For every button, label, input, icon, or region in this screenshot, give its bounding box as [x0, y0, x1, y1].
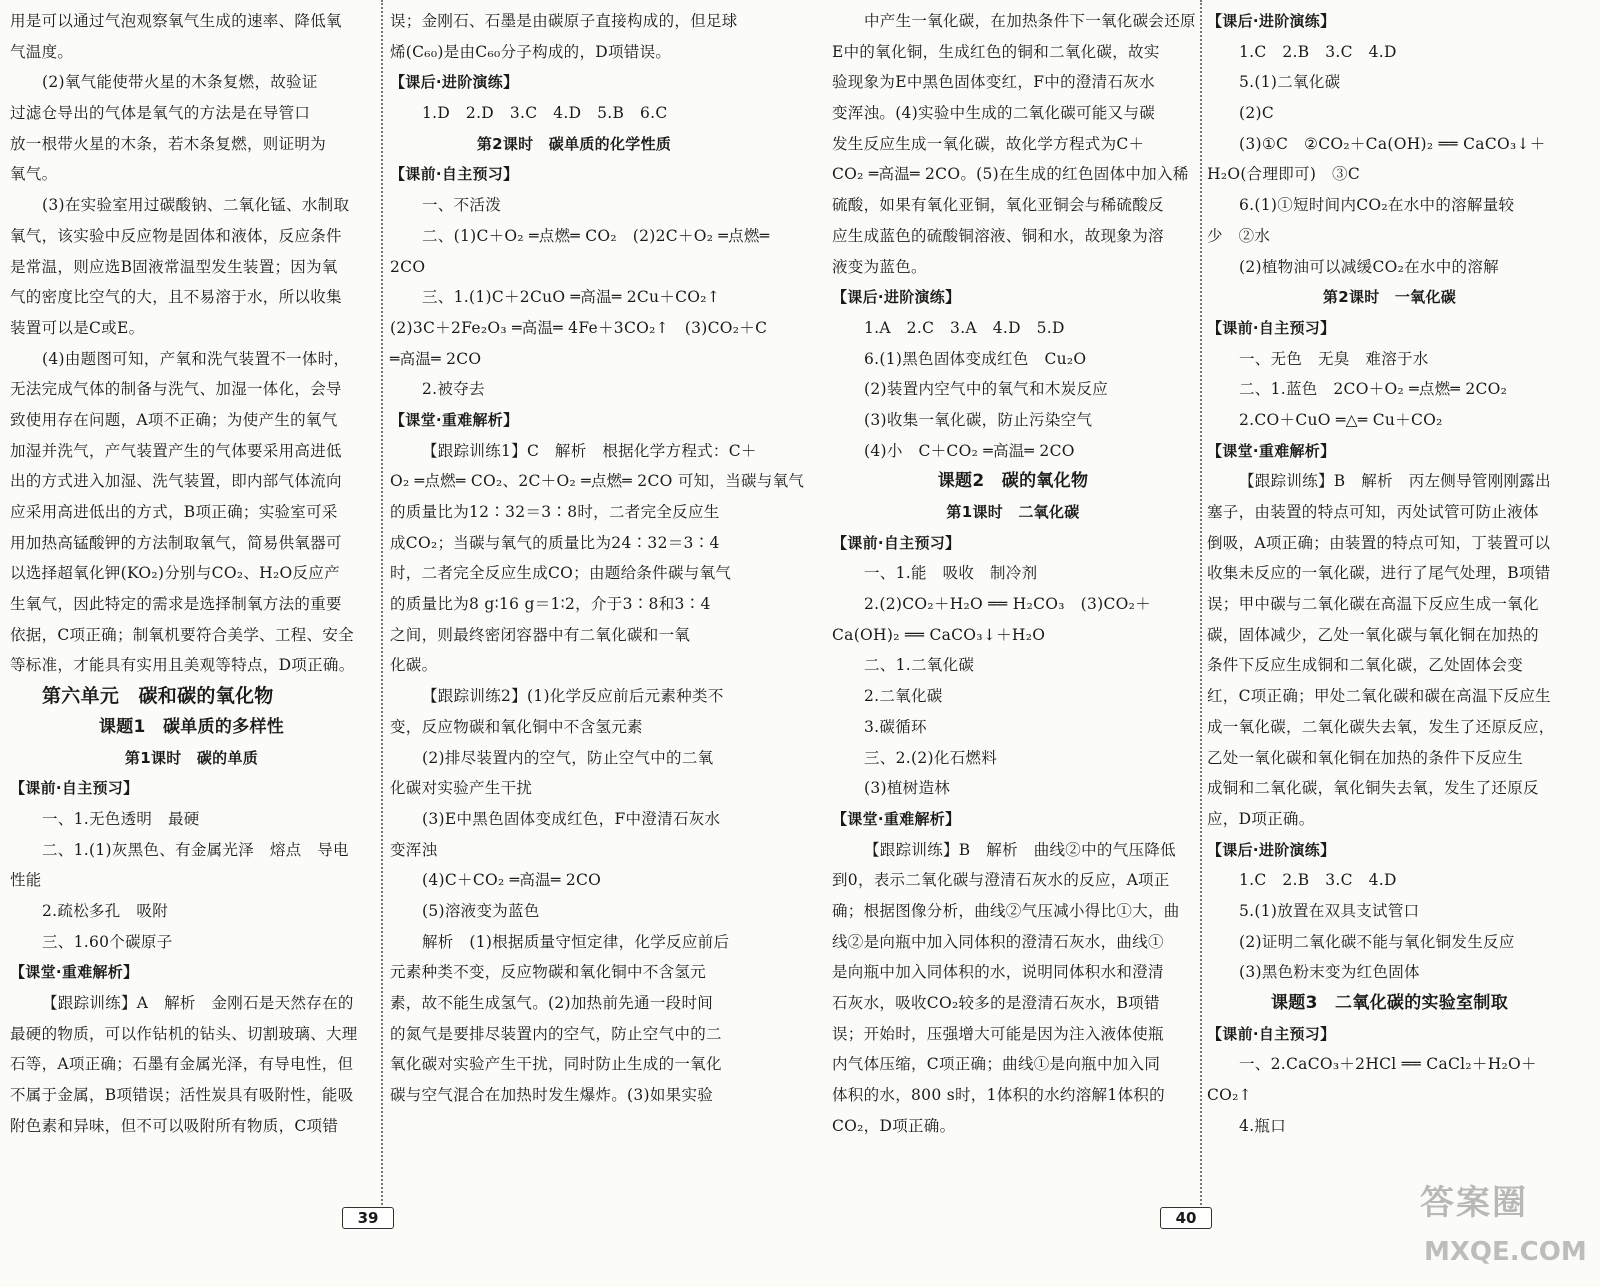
text-line: 用是可以通过气泡观察氧气生成的速率、降低氧: [10, 12, 342, 30]
text-line: 以选择超氧化钾(KO₂)分别与CO₂、H₂O反应产: [10, 564, 340, 583]
text-line: 【课后·进阶演练】: [390, 73, 519, 92]
text-line: 碳，固体减少，乙处一氧化碳与氧化铜在加热的: [1207, 625, 1539, 644]
text-line: 倒吸，A项正确；由装置的特点可知，丁装置可以: [1207, 533, 1551, 552]
text-line: 【课前·自主预习】: [1207, 318, 1336, 337]
text-line: 乙处一氧化碳和氧化铜在加热的条件下反应生: [1207, 748, 1524, 767]
text-line: 【课前·自主预习】: [10, 779, 139, 798]
text-line: (2)排尽装置内的空气，防止空气中的二氧: [422, 748, 714, 767]
text-line: 1.C 2.B 3.C 4.D: [1239, 42, 1397, 61]
text-line: 2.被夺去: [422, 380, 485, 399]
text-line: 5.(1)放置在双具支试管口: [1239, 901, 1420, 920]
text-line: 1.C 2.B 3.C 4.D: [1239, 871, 1397, 890]
text-line: 6.(1)黑色固体变成红色 Cu₂O: [864, 349, 1087, 368]
text-line: (2)C: [1239, 104, 1275, 123]
text-line: 一、1.无色透明 最硬: [42, 809, 200, 828]
text-line: 加湿并洗气，产气装置产生的气体要采用高进低: [10, 441, 342, 460]
text-line: 【跟踪训练】B 解析 曲线②中的气压降低: [864, 840, 1176, 859]
text-line: 2.疏松多孔 吸附: [42, 901, 168, 920]
text-line: 无法完成气体的制备与洗气、加湿一体化，会导: [10, 380, 342, 399]
text-line: 三、1.60个碳原子: [42, 932, 173, 951]
text-line: CO₂，D项正确。: [832, 1116, 956, 1135]
text-line: 成一氧化碳，二氧化碳失去氧，发生了还原反应，: [1207, 717, 1555, 736]
text-line: (3)收集一氧化碳，防止污染空气: [864, 410, 1093, 429]
text-line: 碳与空气混合在加热时发生爆炸。(3)如果实验: [390, 1086, 714, 1105]
page-number-right: 40: [1160, 1207, 1212, 1229]
text-line: 【跟踪训练2】(1)化学反应前后元素种类不: [422, 687, 724, 706]
text-line: 【课前·自主预习】: [390, 165, 519, 184]
text-line: 元素种类不变，反应物碳和氧化铜中不含氢元: [390, 963, 707, 982]
text-line: 是常温，则应选B固液常温型发生装置；因为氧: [10, 257, 338, 276]
text-line: 收集未反应的一氧化碳，进行了尾气处理，B项错: [1207, 564, 1551, 583]
text-line: 【跟踪训练1】C 解析 根据化学方程式：C＋: [422, 441, 757, 460]
text-line: CO₂ ═高温═ 2CO。(5)在生成的红色固体中加入稀: [832, 165, 1189, 184]
text-line: H₂O(合理即可) ③C: [1207, 165, 1360, 184]
text-line: 附色素和异味，但不可以吸附所有物质，C项错: [10, 1116, 339, 1135]
text-line: 误；甲中碳与二氧化碳在高温下反应生成一氧化: [1207, 595, 1539, 614]
text-line: (3)植树造林: [864, 779, 951, 798]
text-line: 石灰水，吸收CO₂较多的是澄清石灰水，B项错: [832, 994, 1160, 1012]
text-line: 变浑浊。(4)实验中生成的二氧化碳可能又与碳: [832, 104, 1156, 123]
text-line: (5)溶液变为蓝色: [422, 901, 540, 920]
text-line: 硫酸，如果有氧化亚铜，氧化亚铜会与稀硫酸反: [832, 196, 1164, 215]
text-line: 成CO₂；当碳与氧气的质量比为24∶32＝3∶4: [390, 533, 720, 552]
text-line: 出的方式进入加湿、洗气装置，即内部气体流向: [10, 472, 342, 491]
text-line: 时，二者完全反应生成CO；由题给条件碳与氧气: [390, 564, 732, 583]
text-line: 第六单元 碳和碳的氧化物: [42, 685, 274, 708]
text-line: 应采用高进低出的方式，B项正确；实验室可采: [10, 503, 338, 521]
text-line: 中产生一氧化碳，在加热条件下一氧化碳会还原: [864, 12, 1196, 30]
text-line: 【跟踪训练】B 解析 丙左侧导管刚刚露出: [1239, 472, 1551, 491]
text-line: 【课堂·重难解析】: [1207, 441, 1336, 460]
text-line: 【课堂·重难解析】: [390, 410, 519, 429]
text-line: 是向瓶中加入同体积的水，说明同体积水和澄清: [832, 963, 1164, 982]
text-line: 石等，A项正确；石墨有金属光泽，有导电性，但: [10, 1055, 354, 1074]
text-line: (2)装置内空气中的氧气和木炭反应: [864, 380, 1109, 399]
text-line: 课题3 二氧化碳的实验室制取: [1270, 993, 1509, 1013]
text-line: 二、1.二氧化碳: [864, 656, 975, 675]
text-line: 氧气。: [10, 165, 58, 184]
watermark-url: MXQE.COM: [1424, 1237, 1587, 1267]
text-line: 的质量比为12∶32＝3∶8时，二者完全反应生: [390, 503, 720, 521]
text-line: 误；开始时，压强增大可能是因为注入液体使瓶: [832, 1024, 1164, 1043]
text-line: 到0，表示二氧化碳与澄清石灰水的反应，A项正: [832, 871, 1170, 890]
text-line: 烯(C₆₀)是由C₆₀分子构成的，D项错误。: [390, 42, 672, 61]
text-line: 【课前·自主预习】: [1207, 1024, 1336, 1043]
text-line: 素，故不能生成氢气。(2)加热前先通一段时间: [390, 994, 714, 1012]
text-line: Ca(OH)₂ ══ CaCO₃↓＋H₂O: [832, 625, 1046, 644]
left-page-column-1: [10, 6, 373, 1141]
text-line: 等标准，才能具有实用且美观等特点，D项正确。: [10, 656, 355, 675]
text-line: 三、1.(1)C＋2CuO ═高温═ 2Cu＋CO₂↑: [422, 288, 721, 307]
text-line: 3.碳循环: [864, 717, 927, 736]
text-line: (3)①C ②CO₂＋Ca(OH)₂ ══ CaCO₃↓＋: [1239, 134, 1546, 153]
text-line: 成铜和二氧化碳，氧化铜失去氧，发生了还原反: [1207, 779, 1539, 798]
text-line: 误；金刚石、石墨是由碳原子直接构成的，但足球: [390, 12, 738, 30]
text-line: 体积的水，800 s时，1体积的水约溶解1体积的: [832, 1086, 1165, 1105]
right-page-column-2: [1207, 6, 1572, 1141]
text-line: E中的氧化铜，生成红色的铜和二氧化碳，故实: [832, 42, 1160, 61]
left-page-column-2: [390, 6, 805, 1111]
text-line: 放一根带火星的木条，若木条复燃，则证明为: [10, 134, 327, 153]
text-line: 【课后·进阶演练】: [832, 288, 961, 307]
watermark: [1420, 1175, 1590, 1275]
text-line: 线②是向瓶中加入同体积的澄清石灰水，曲线①: [832, 932, 1164, 951]
text-line: 2.(2)CO₂＋H₂O ══ H₂CO₃ (3)CO₂＋: [864, 595, 1151, 614]
text-line: 三、2.(2)化石燃料: [864, 748, 998, 767]
text-line: (2)植物油可以减缓CO₂在水中的溶解: [1239, 257, 1499, 276]
text-line: 第2课时 碳单质的化学性质: [476, 134, 672, 153]
text-line: ═高温═ 2CO: [390, 349, 482, 368]
text-line: 5.(1)二氧化碳: [1239, 73, 1341, 92]
text-line: 【课堂·重难解析】: [832, 809, 961, 828]
text-line: 2.二氧化碳: [864, 687, 943, 706]
text-line: 红，C项正确；甲处二氧化碳和碳在高温下反应生: [1207, 687, 1551, 706]
text-line: 一、不活泼: [422, 196, 502, 215]
text-line: 变浑浊: [390, 840, 438, 859]
text-line: 化碳。: [390, 656, 438, 675]
text-line: 课题1 碳单质的多样性: [98, 716, 285, 737]
text-line: CO₂↑: [1207, 1086, 1252, 1105]
text-line: 一、无色 无臭 难溶于水: [1239, 349, 1429, 368]
left-page-divider: [381, 0, 383, 1205]
text-line: 二、1.(1)灰黑色、有金属光泽 熔点 导电: [42, 840, 349, 859]
text-line: 【课后·进阶演练】: [1207, 12, 1336, 30]
text-line: (4)由题图可知，产氧和洗气装置不一体时，: [42, 349, 350, 368]
text-line: O₂ ═点燃═ CO₂、2C＋O₂ ═点燃═ 2CO 可知，当碳与氧气: [390, 472, 805, 491]
text-line: 液变为蓝色。: [832, 257, 927, 276]
text-line: 验现象为E中黑色固体变红，F中的澄清石灰水: [832, 73, 1155, 92]
text-line: 解析 (1)根据质量守恒定律，化学反应前后: [422, 932, 730, 951]
text-line: (3)E中黑色固体变成红色，F中澄清石灰水: [422, 809, 721, 828]
text-line: 过滤仓导出的气体是氧气的方法是在导管口: [10, 104, 311, 123]
text-line: 二、(1)C＋O₂ ═点燃═ CO₂ (2)2C＋O₂ ═点燃═: [422, 226, 770, 245]
right-page-column-1: [832, 6, 1194, 1141]
text-line: (2)证明二氧化碳不能与氧化铜发生反应: [1239, 932, 1515, 951]
text-line: (3)黑色粉末变为红色固体: [1239, 963, 1420, 982]
text-line: 确；根据图像分析，曲线②气压减小得比①大，曲: [832, 901, 1180, 920]
text-line: 【课前·自主预习】: [832, 533, 961, 552]
text-line: 【跟踪训练】A 解析 金刚石是天然存在的: [42, 994, 354, 1012]
text-line: 第1课时 碳的单质: [124, 748, 259, 767]
text-line: (4)C＋CO₂ ═高温═ 2CO: [422, 871, 602, 890]
text-line: 依据，C项正确；制氧机要符合美学、工程、安全: [10, 625, 354, 644]
text-line: 的质量比为8 g∶16 g＝1∶2，介于3∶8和3∶4: [390, 595, 711, 614]
text-line: 气温度。: [10, 42, 74, 61]
text-line: 的氮气是要排尽装置内的空气，防止空气中的二: [390, 1024, 722, 1043]
text-line: 第1课时 二氧化碳: [946, 503, 1080, 521]
text-line: 4.瓶口: [1239, 1116, 1286, 1135]
text-line: 发生反应生成一氧化碳，故化学方程式为C＋: [832, 134, 1145, 153]
text-line: (2)3C＋2Fe₂O₃ ═高温═ 4Fe＋3CO₂↑ (3)CO₂＋C: [390, 318, 768, 337]
text-line: 应，D项正确。: [1207, 809, 1315, 828]
text-line: 1.A 2.C 3.A 4.D 5.D: [864, 318, 1065, 337]
text-line: 6.(1)①短时间内CO₂在水中的溶解量较: [1239, 196, 1515, 215]
text-line: 气的密度比空气的大，且不易溶于水，所以收集: [10, 288, 342, 307]
text-line: 变，反应物碳和氧化铜中不含氢元素: [390, 717, 643, 736]
watermark-logo: 答案圈: [1420, 1183, 1528, 1223]
text-line: 用加热高锰酸钾的方法制取氧气，简易供氧器可: [10, 533, 342, 552]
text-line: 一、1.能 吸收 制冷剂: [864, 564, 1038, 583]
text-line: 致使用存在问题，A项不正确；为使产生的氧气: [10, 410, 338, 429]
text-line: 一、2.CaCO₃＋2HCl ══ CaCl₂＋H₂O＋: [1239, 1055, 1537, 1074]
text-line: 性能: [10, 871, 42, 890]
text-line: 1.D 2.D 3.C 4.D 5.B 6.C: [422, 104, 668, 123]
text-line: 二、1.蓝色 2CO＋O₂ ═点燃═ 2CO₂: [1239, 380, 1508, 399]
right-page-divider: [1200, 0, 1202, 1205]
text-line: 少 ②水: [1207, 226, 1271, 245]
text-line: 氧化碳对实验产生干扰，同时防止生成的一氧化: [390, 1055, 722, 1074]
text-line: (2)氧气能使带火星的木条复燃，故验证: [42, 73, 318, 92]
text-line: 【课堂·重难解析】: [10, 963, 139, 982]
text-line: 2CO: [390, 257, 426, 276]
text-line: 不属于金属，B项错误；活性炭具有吸附性，能吸: [10, 1086, 354, 1105]
text-line: 氧气，该实验中反应物是固体和液体，反应条件: [10, 226, 342, 245]
text-line: 应生成蓝色的硫酸铜溶液、铜和水，故现象为溶: [832, 226, 1164, 245]
text-line: (4)小 C＋CO₂ ═高温═ 2CO: [864, 441, 1075, 460]
text-line: 化碳对实验产生干扰: [390, 779, 533, 798]
text-line: 第2课时 一氧化碳: [1322, 288, 1457, 307]
text-line: 【课后·进阶演练】: [1207, 840, 1336, 859]
text-line: 内气体压缩，C项正确；曲线①是向瓶中加入同: [832, 1055, 1161, 1074]
text-line: 生氧气，因此特定的需求是选择制氧方法的重要: [10, 595, 342, 614]
text-line: 2.CO＋CuO ═△═ Cu＋CO₂: [1239, 410, 1443, 429]
text-line: (3)在实验室用过碳酸钠、二氧化锰、水制取: [42, 196, 350, 215]
text-line: 条件下反应生成铜和二氧化碳，乙处固体会变: [1207, 656, 1524, 675]
text-line: 装置可以是C或E。: [10, 318, 145, 337]
text-line: 塞子，由装置的特点可知，丙处试管可防止液体: [1207, 503, 1539, 521]
page-number-left: 39: [342, 1207, 394, 1229]
text-line: 之间，则最终密闭容器中有二氧化碳和一氧: [390, 625, 691, 644]
text-line: 课题2 碳的氧化物: [937, 471, 1089, 492]
text-line: 最硬的物质，可以作钻机的钻头、切割玻璃、大理: [10, 1024, 358, 1043]
